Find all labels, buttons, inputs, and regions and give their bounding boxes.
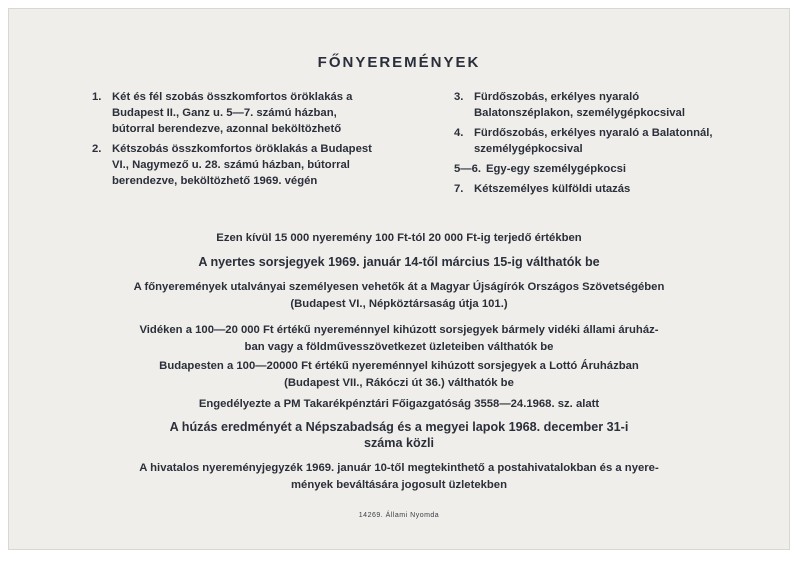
prize-text: Egy-egy személygépkocsi: [486, 163, 627, 175]
prize-item: [454, 125, 724, 157]
prize-text: Kétszemélyes külföldi utazás: [474, 183, 631, 195]
lottery-ticket-back: [8, 8, 790, 550]
main-prize-vouchers-line2: (Budapest VI., Népköztársaság útja 101.): [290, 298, 508, 310]
countryside-line1: [8, 322, 790, 338]
redeem-headline: A nyertes sorsjegyek 1969. január 14-től március 15-ig válthatók be: [198, 255, 600, 269]
draw-results-line2: száma közli: [364, 436, 434, 450]
prize-text: Két és fél szobás összkomfortos öröklakás a Budapest II., Ganz u. 5—7. számú házban, bútorral berendezve, azonnal beköltözhető: [112, 91, 353, 135]
budapest-text: a 100—20000 Ft értékű nyereménnyel kihúzott sorsjegyek a Lottó Áruházban: [226, 360, 639, 372]
prize-number: 5—6.: [454, 163, 482, 175]
countryside-text: a 100—20 000 Ft értékű nyereménnyel kihúzott sorsjegyek bármely vidéki állami áruház-: [185, 324, 659, 336]
draw-results-line1: A húzás eredményét a Népszabadság és a megyei lapok 1968. december 31-i: [169, 420, 629, 434]
prize-text: Fürdőszobás, erkélyes nyaraló a Balatonnál, személygépkocsival: [474, 127, 713, 155]
prize-item: [454, 89, 724, 121]
official-list-line1: A hivatalos nyereményjegyzék 1969. január 10-től megtekinthető a postahivatalokban és a nyere-: [139, 462, 659, 474]
prize-number: 7.: [454, 183, 464, 195]
budapest-line2: (Budapest VII., Rákóczi út 36.) válthatók be: [284, 377, 514, 389]
page-title: FŐNYEREMÉNYEK: [317, 54, 481, 71]
extra-prizes-note: Ezen kívül 15 000 nyeremény 100 Ft-tól 20 000 Ft-ig terjedő értékben: [216, 232, 582, 244]
prize-text: Kétszobás összkomfortos öröklakás a Budapest VI., Nagymező u. 28. számú házban, bútorral berendezve, beköltözhető 1969. végén: [112, 143, 372, 187]
prize-number: 1.: [92, 91, 102, 103]
prize-text: Fürdőszobás, erkélyes nyaraló Balatonszéplakon, személygépkocsival: [474, 91, 685, 119]
prize-number: 2.: [92, 143, 102, 155]
official-list-line2: mények beváltására jogosult üzletekben: [291, 479, 507, 491]
prize-list-right: [454, 89, 724, 201]
prize-item: [454, 181, 724, 197]
permit-note: Engedélyezte a PM Takarékpénztári Főigazgatóság 3558—24.1968. sz. alatt: [198, 398, 600, 410]
budapest-lead: Budapesten: [159, 360, 224, 372]
countryside-line2: ban vagy a földművesszövetkezet üzleteiben válthatók be: [244, 341, 554, 353]
prize-number: 4.: [454, 127, 464, 139]
main-prize-vouchers-line1: A főnyeremények utalványai személyesen vehetők át a Magyar Újságírók Országos Szövetségében: [133, 281, 665, 293]
prize-item: [92, 89, 382, 137]
countryside-lead: Vidéken: [139, 324, 183, 336]
budapest-line1: [8, 358, 790, 374]
prize-item: [454, 161, 724, 177]
prize-list-left: [92, 89, 382, 193]
prize-item: [92, 141, 382, 189]
printer-imprint: 14269. Állami Nyomda: [358, 512, 440, 519]
prize-number: 3.: [454, 91, 464, 103]
